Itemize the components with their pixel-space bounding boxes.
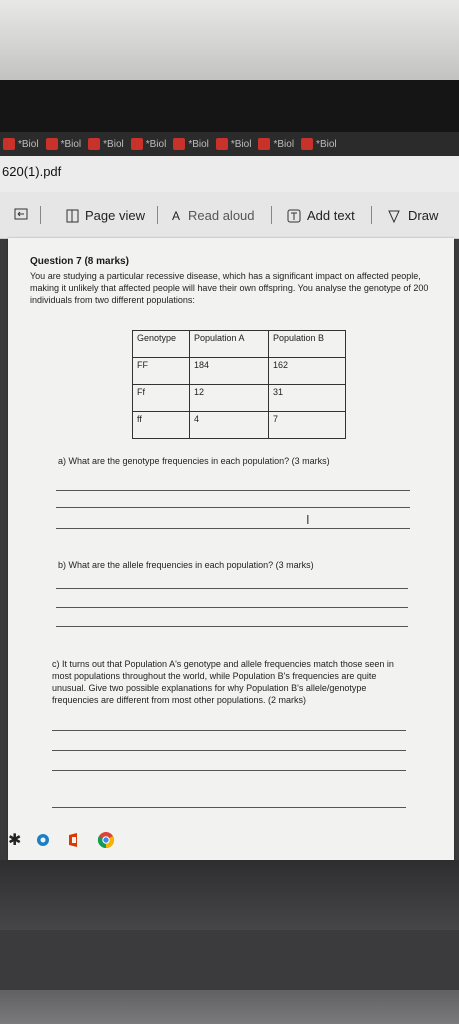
tab-item[interactable] bbox=[0, 135, 39, 153]
question-b: b) What are the allele frequencies in each population? (3 marks) bbox=[58, 560, 314, 570]
table-header: Genotype bbox=[133, 331, 190, 358]
answer-line bbox=[52, 807, 406, 808]
answer-line bbox=[56, 626, 408, 627]
table-row bbox=[133, 358, 346, 385]
answer-line bbox=[52, 750, 406, 751]
tab-item[interactable] bbox=[170, 135, 209, 153]
tab-label: *Biol bbox=[60, 138, 82, 150]
file-name: 620(1).pdf bbox=[2, 164, 62, 179]
draw-button[interactable] bbox=[388, 208, 438, 223]
table-cell: 162 bbox=[269, 358, 346, 385]
text-box-icon bbox=[287, 209, 301, 223]
pdf-icon bbox=[173, 138, 185, 150]
table-row bbox=[133, 412, 346, 439]
toolbar-divider bbox=[157, 206, 158, 224]
answer-line bbox=[56, 607, 408, 608]
question-c: c) It turns out that Population A's genotype and allele frequencies match those seen in most populations throughout the world, while Population B's frequencies are quite unusual. Give two possible explanations for why Population B's allele/genotype frequencies are different from most other populations. (2 marks) bbox=[52, 659, 394, 705]
pdf-icon bbox=[258, 138, 270, 150]
table-header-row bbox=[133, 331, 346, 358]
pdf-icon bbox=[301, 138, 313, 150]
table-cell: 4 bbox=[190, 412, 269, 439]
table-cell: 184 bbox=[190, 358, 269, 385]
genotype-table bbox=[132, 330, 346, 439]
table-cell: FF bbox=[133, 358, 190, 385]
read-aloud-icon: A bbox=[172, 208, 181, 223]
draw-label: Draw bbox=[408, 208, 439, 223]
pdf-icon bbox=[88, 138, 100, 150]
add-text-label: Add text bbox=[307, 208, 355, 223]
read-aloud-button[interactable] bbox=[172, 208, 255, 223]
table-cell: Ff bbox=[133, 385, 190, 412]
tab-item[interactable] bbox=[213, 135, 252, 153]
toolbar-divider bbox=[40, 206, 41, 224]
text-cursor-icon: I bbox=[306, 512, 310, 527]
desk-surface bbox=[0, 930, 459, 990]
answer-line bbox=[52, 730, 406, 731]
answer-line bbox=[56, 507, 410, 508]
table-header: Population A bbox=[190, 331, 269, 358]
tab-label: *Biol bbox=[103, 138, 124, 150]
chrome-icon[interactable] bbox=[97, 831, 115, 849]
page-view-icon bbox=[66, 209, 80, 223]
toolbar-divider bbox=[371, 206, 372, 224]
table-cell: ff bbox=[133, 412, 190, 439]
title-bar bbox=[0, 156, 459, 192]
tab-label: *Biol bbox=[18, 138, 39, 150]
monitor-bezel bbox=[0, 80, 459, 132]
toolbar-divider bbox=[271, 206, 272, 224]
table-header: Population B bbox=[269, 331, 346, 358]
table-cell: 7 bbox=[269, 412, 346, 439]
taskbar bbox=[0, 820, 459, 860]
answer-line bbox=[56, 528, 410, 529]
tab-label: *Biol bbox=[188, 138, 209, 150]
gear-icon[interactable]: ✱ bbox=[8, 832, 22, 849]
answer-line bbox=[56, 490, 410, 491]
table-cell: 31 bbox=[269, 385, 346, 412]
table-row bbox=[133, 385, 346, 412]
read-aloud-label: Read aloud bbox=[188, 208, 255, 223]
tab-item[interactable] bbox=[43, 135, 82, 153]
tab-item[interactable] bbox=[298, 135, 337, 153]
add-text-button[interactable] bbox=[287, 208, 355, 223]
question-a: a) What are the genotype frequencies in each population? (3 marks) bbox=[58, 456, 330, 466]
fit-page-icon[interactable] bbox=[14, 208, 28, 220]
pdf-icon bbox=[131, 138, 143, 150]
question-title: Question 7 (8 marks) bbox=[30, 256, 129, 267]
pdf-icon bbox=[46, 138, 58, 150]
answer-line bbox=[52, 770, 406, 771]
pdf-icon bbox=[3, 138, 15, 150]
question-intro: You are studying a particular recessive disease, which has a significant impact on affected people, making it unlikely that affected people will have their own offspring. You analyse the genotype of 200 individuals from two different populations: bbox=[30, 271, 429, 305]
tab-item[interactable] bbox=[128, 135, 167, 153]
tab-item[interactable] bbox=[255, 135, 294, 153]
tab-bar bbox=[0, 132, 459, 156]
tab-label: *Biol bbox=[316, 138, 337, 150]
page-view-button[interactable] bbox=[66, 208, 145, 223]
monitor-bezel-top bbox=[0, 0, 459, 90]
tab-item[interactable] bbox=[85, 135, 124, 153]
tab-label: *Biol bbox=[145, 138, 167, 150]
table-cell: 12 bbox=[190, 385, 269, 412]
tab-label: *Biol bbox=[230, 138, 252, 150]
page-view-label: Page view bbox=[85, 208, 145, 223]
office-icon[interactable] bbox=[67, 832, 81, 848]
settings-icon[interactable] bbox=[35, 832, 51, 848]
pen-icon bbox=[388, 209, 400, 223]
tab-label: *Biol bbox=[273, 138, 295, 150]
answer-line bbox=[56, 588, 408, 589]
pdf-icon bbox=[216, 138, 228, 150]
